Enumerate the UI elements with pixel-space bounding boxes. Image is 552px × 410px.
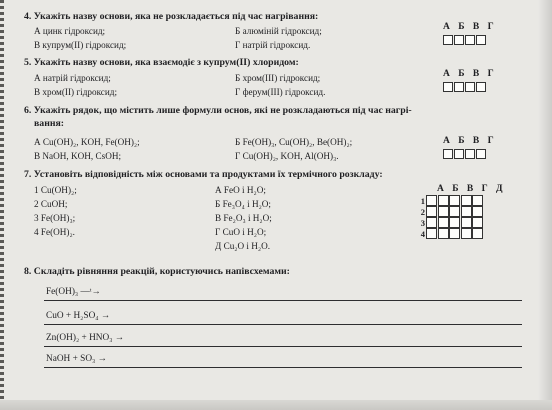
answer-cell[interactable]	[472, 217, 483, 228]
answer-line-1[interactable]	[44, 300, 522, 301]
equation-3: Zn(OH)₂ + HNO₃ →	[46, 333, 125, 343]
q6-option-a: А Cu(OH)₂, KOH, Fe(OH)₂;	[34, 137, 140, 147]
answer-cell[interactable]	[472, 206, 483, 217]
answer-box[interactable]	[476, 35, 486, 45]
q7-left-2: 2 CuOH;	[34, 199, 68, 209]
answer-box[interactable]	[476, 82, 486, 92]
answer-line-3[interactable]	[44, 346, 522, 347]
answer-box[interactable]	[465, 149, 475, 159]
q7-left-3: 3 Fe(OH)₃;	[34, 213, 76, 223]
question-4-title: 4. Укажіть назву основи, яка не розкладається під час нагрівання:	[24, 11, 319, 22]
q7-right-a: А FeO і H₂O;	[215, 185, 266, 195]
page-bottom-edge	[0, 400, 552, 410]
q4-option-a: А цинк гідроксид;	[34, 26, 106, 36]
q5-answer-boxes[interactable]	[443, 82, 487, 92]
answer-cell[interactable]	[438, 195, 449, 206]
q7-answer-letters: А Б В Г Д	[437, 184, 506, 194]
answer-cell[interactable]	[426, 206, 437, 217]
q7-left-4: 4 Fe(OH)₂.	[34, 227, 75, 237]
equation-1: Fe(OH)₃ —ᵗ→	[46, 287, 101, 297]
q6-answer-boxes[interactable]	[443, 149, 487, 159]
answer-cell[interactable]	[438, 217, 449, 228]
answer-cell[interactable]	[472, 195, 483, 206]
answer-cell[interactable]	[426, 195, 437, 206]
answer-cell[interactable]	[461, 228, 472, 239]
row-number: 1	[420, 195, 425, 206]
q4-option-c: В купрум(ІІ) гідроксид;	[34, 40, 127, 50]
q7-right-e: Д Cu₂O і H₂O.	[215, 241, 271, 251]
answer-line-4[interactable]	[44, 367, 522, 368]
answer-cell[interactable]	[438, 228, 449, 239]
answer-cell[interactable]	[461, 195, 472, 206]
q5-option-d: Г ферум(ІІІ) гідроксид.	[235, 87, 326, 97]
equation-2: CuO + H₂SO₄ →	[46, 311, 111, 321]
answer-cell[interactable]	[449, 228, 460, 239]
answer-cell[interactable]	[438, 206, 449, 217]
q6-option-d: Г Cu(OH)₂, KOH, Al(OH)₃.	[235, 151, 339, 161]
answer-cell[interactable]	[449, 206, 460, 217]
q7-right-c: В Fe₂O₃ і H₂O;	[215, 213, 272, 223]
q6-option-c: В NaOH, KOH, CsOH;	[34, 151, 122, 161]
q7-left-1: 1 Cu(OH)₂;	[34, 185, 77, 195]
q5-option-a: А натрій гідроксид;	[34, 73, 111, 83]
answer-box[interactable]	[454, 149, 464, 159]
answer-cell[interactable]	[449, 195, 460, 206]
q7-right-b: Б Fe₃O₄ і H₂O;	[215, 199, 271, 209]
answer-grid-row	[417, 206, 484, 217]
question-8-title: 8. Складіть рівняння реакцій, користуючись напівсхемами:	[24, 266, 290, 277]
question-5-title: 5. Укажіть назву основи, яка взаємодіє з купрум(ІІ) хлоридом:	[24, 57, 299, 68]
row-number: 3	[420, 217, 425, 228]
q5-option-c: В хром(ІІ) гідроксид;	[34, 87, 118, 97]
row-number: 2	[420, 206, 425, 217]
answer-cell[interactable]	[472, 228, 483, 239]
row-number: 4	[420, 228, 425, 239]
equation-4: NaOH + SO₃ →	[46, 354, 107, 364]
answer-box[interactable]	[443, 35, 453, 45]
answer-grid-row	[417, 228, 484, 239]
answer-box[interactable]	[465, 35, 475, 45]
page-shadow	[538, 0, 552, 410]
answer-box[interactable]	[443, 149, 453, 159]
question-7-title: 7. Установіть відповідність між основами та продуктами їх термічного розкладу:	[24, 169, 383, 180]
q7-answer-grid[interactable]	[417, 195, 484, 239]
q7-right-d: Г CuO і H₂O;	[215, 227, 267, 237]
answer-cell[interactable]	[449, 217, 460, 228]
q6-option-b: Б Fe(OH)₃, Cu(OH)₂, Be(OH)₂;	[235, 137, 353, 147]
answer-box[interactable]	[443, 82, 453, 92]
answer-box[interactable]	[476, 149, 486, 159]
q5-option-b: Б хром(ІІІ) гідроксид;	[235, 73, 321, 83]
page-binding-edge	[0, 0, 4, 410]
answer-cell[interactable]	[426, 217, 437, 228]
answer-box[interactable]	[465, 82, 475, 92]
q4-answer-letters: А Б В Г	[443, 22, 497, 32]
q4-option-b: Б алюміній гідроксид;	[235, 26, 322, 36]
answer-box[interactable]	[454, 35, 464, 45]
answer-cell[interactable]	[461, 217, 472, 228]
answer-grid-row	[417, 195, 484, 206]
q4-option-d: Г натрій гідроксид.	[235, 40, 311, 50]
q4-answer-boxes[interactable]	[443, 35, 487, 45]
answer-line-2[interactable]	[44, 324, 522, 325]
answer-cell[interactable]	[461, 206, 472, 217]
q5-answer-letters: А Б В Г	[443, 69, 497, 79]
question-6-title-line2: вання:	[34, 118, 65, 129]
answer-box[interactable]	[454, 82, 464, 92]
answer-grid-row	[417, 217, 484, 228]
q6-answer-letters: А Б В Г	[443, 136, 497, 146]
question-6-title-line1: 6. Укажіть рядок, що містить лише формули основ, які не розкладаються під час нагрі-	[24, 105, 412, 116]
answer-cell[interactable]	[426, 228, 437, 239]
